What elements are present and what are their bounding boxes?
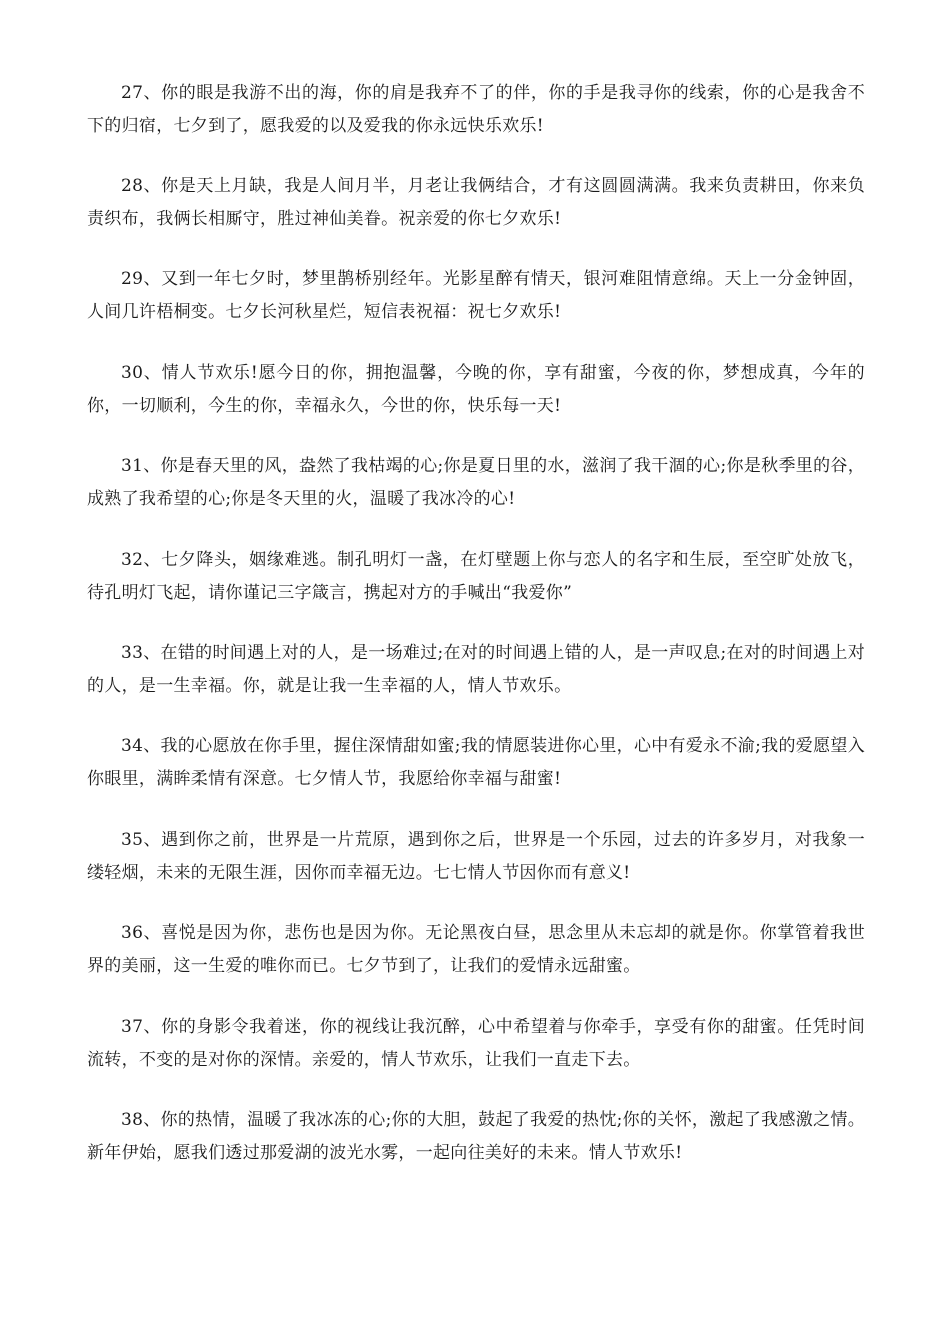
paragraph-37: 37、你的身影令我着迷，你的视线让我沉醉，心中希望着与你牵手，享受有你的甜蜜。任凭时间流转，不变的是对你的深情。亲爱的，情人节欢乐，让我们一直走下去。: [87, 1017, 865, 1070]
paragraph-33: 33、在错的时间遇上对的人，是一场难过;在对的时间遇上错的人，是一声叹息;在对的时间遇上对的人，是一生幸福。你，就是让我一生幸福的人，情人节欢乐。: [87, 643, 865, 696]
paragraph-27: 27、你的眼是我游不出的海，你的肩是我弃不了的伴，你的手是我寻你的线索，你的心是我舍不下的归宿，七夕到了，愿我爱的以及爱我的你永远快乐欢乐!: [87, 83, 865, 136]
paragraph-38: 38、你的热情，温暖了我冰冻的心;你的大胆，鼓起了我爱的热忱;你的关怀，激起了我感激之情。新年伊始，愿我们透过那爱湖的波光水雾，一起向往美好的未来。情人节欢乐!: [87, 1110, 865, 1163]
paragraph-32: 32、七夕降头，姻缘难逃。制孔明灯一盏，在灯壁题上你与恋人的名字和生辰，至空旷处放飞，待孔明灯飞起，请你谨记三字箴言，携起对方的手喊出“我爱你”: [87, 550, 865, 603]
paragraph-31: 31、你是春天里的风，盎然了我枯竭的心;你是夏日里的水，滋润了我干涸的心;你是秋季里的谷，成熟了我希望的心;你是冬天里的火，温暖了我冰冷的心!: [87, 456, 865, 509]
paragraph-36: 36、喜悦是因为你，悲伤也是因为你。无论黑夜白昼，思念里从未忘却的就是你。你掌管着我世界的美丽，这一生爱的唯你而已。七夕节到了，让我们的爱情永远甜蜜。: [87, 923, 865, 976]
paragraph-35: 35、遇到你之前，世界是一片荒原，遇到你之后，世界是一个乐园，过去的许多岁月，对我象一缕轻烟，未来的无限生涯，因你而幸福无边。七七情人节因你而有意义!: [87, 830, 865, 883]
paragraph-30: 30、情人节欢乐!愿今日的你，拥抱温馨，今晚的你，享有甜蜜，今夜的你，梦想成真，今年的你，一切顺利，今生的你，幸福永久，今世的你，快乐每一天!: [87, 363, 865, 416]
paragraph-34: 34、我的心愿放在你手里，握住深情甜如蜜;我的情愿装进你心里，心中有爱永不渝;我的爱愿望入你眼里，满眸柔情有深意。七夕情人节，我愿给你幸福与甜蜜!: [87, 736, 865, 789]
paragraph-28: 28、你是天上月缺，我是人间月半，月老让我俩结合，才有这圆圆满满。我来负责耕田，你来负责织布，我俩长相厮守，胜过神仙美眷。祝亲爱的你七夕欢乐!: [87, 176, 865, 229]
paragraph-29: 29、又到一年七夕时，梦里鹊桥别经年。光影星醉有情天，银河难阻情意绵。天上一分金钟固，人间几许梧桐变。七夕长河秋星烂，短信表祝福：祝七夕欢乐!: [87, 269, 865, 322]
